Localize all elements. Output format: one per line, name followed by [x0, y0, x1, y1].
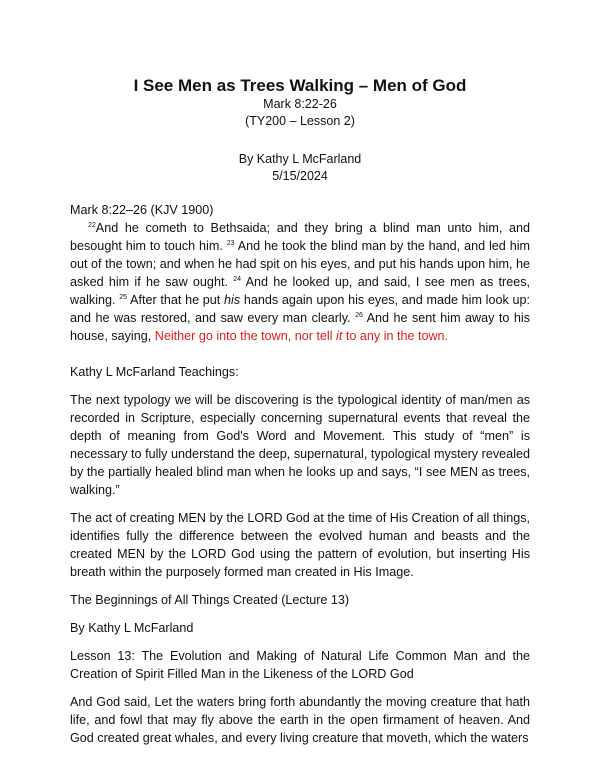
verse-25-a: After that he put — [130, 293, 221, 307]
lecture-section — [70, 591, 530, 747]
teachings-heading: Kathy L McFarland Teachings: — [70, 365, 239, 379]
author-block — [70, 151, 530, 185]
scripture-text — [70, 219, 530, 345]
verse-24: And he looked up, and said, I see men as trees, walking. — [70, 275, 530, 307]
document-date: 5/15/2024 — [272, 169, 328, 183]
scripture-reference: Mark 8:22-26 — [263, 97, 337, 111]
lecture-author: By Kathy L McFarland — [70, 621, 194, 635]
teachings-paragraph-1: The next typology we will be discovering is the typological identity of man/men as recorded in Scripture, especially concerning supernatural events that reveal the depth of meaning from God's Word and Movement. This study of “men” is necessary to fully understand the deep, supernatural, typological mystery revealed by the partially healed blind man when he looks up and says, “I see MEN as trees, walking.” — [70, 393, 530, 497]
verse-25-italic: his — [224, 293, 241, 307]
words-of-jesus — [155, 329, 448, 343]
verse-26-red-a: Neither go into the town, nor tell — [154, 329, 333, 343]
teachings-paragraph-2: The act of creating MEN by the LORD God at the time of His Creation of all things, identifies fully the difference between the evolved human and beasts and the created MEN by the LORD God using the pattern of evolution, but inserting His breath within the purposely formed man created in His Image. — [70, 511, 530, 579]
author-name: By Kathy L McFarland — [238, 152, 362, 166]
scripture-heading: Mark 8:22–26 (KJV 1900) — [70, 203, 214, 217]
verse-23: And he took the blind man by the hand, and led him out of the town; and when he had spit on his eyes, and put his hands upon him, he asked him if he saw ought. — [70, 239, 530, 289]
lecture-lesson-title: Lesson 13: The Evolution and Making of Natural Life Common Man and the Creation of Spirit Filled Man in the Likeness of the LORD God — [70, 649, 530, 681]
verse-25-b: hands again upon his eyes, and made him look up: and he was restored, and saw every man clearly. — [70, 293, 531, 325]
lecture-title: The Beginnings of All Things Created (Lecture 13) — [70, 593, 350, 607]
verse-number: 26 — [355, 311, 363, 319]
verse-number: 25 — [119, 293, 128, 301]
verse-26: And he sent him away to his house, saying, — [70, 311, 531, 343]
teachings-section — [70, 363, 530, 581]
document-header — [70, 0, 530, 185]
verse-26-red-italic: it — [336, 329, 343, 343]
verse-22: And he cometh to Bethsaida; and they bring a blind man unto him, and besought him to touch him. — [70, 221, 530, 253]
scripture-passage — [70, 201, 530, 345]
document-title: I See Men as Trees Walking – Men of God — [133, 76, 467, 95]
course-label: (TY200 – Lesson 2) — [245, 114, 355, 128]
verse-number: 22 — [88, 221, 96, 229]
verse-26-red-b: to any in the town. — [345, 329, 449, 343]
verse-number: 23 — [226, 239, 235, 247]
verse-number: 24 — [233, 275, 242, 283]
lecture-paragraph-1: And God said, Let the waters bring forth abundantly the moving creature that hath life, and fowl that may fly above the earth in the open firmament of heaven. And God created great whales, and every living creature that moveth, which the waters — [70, 695, 530, 745]
